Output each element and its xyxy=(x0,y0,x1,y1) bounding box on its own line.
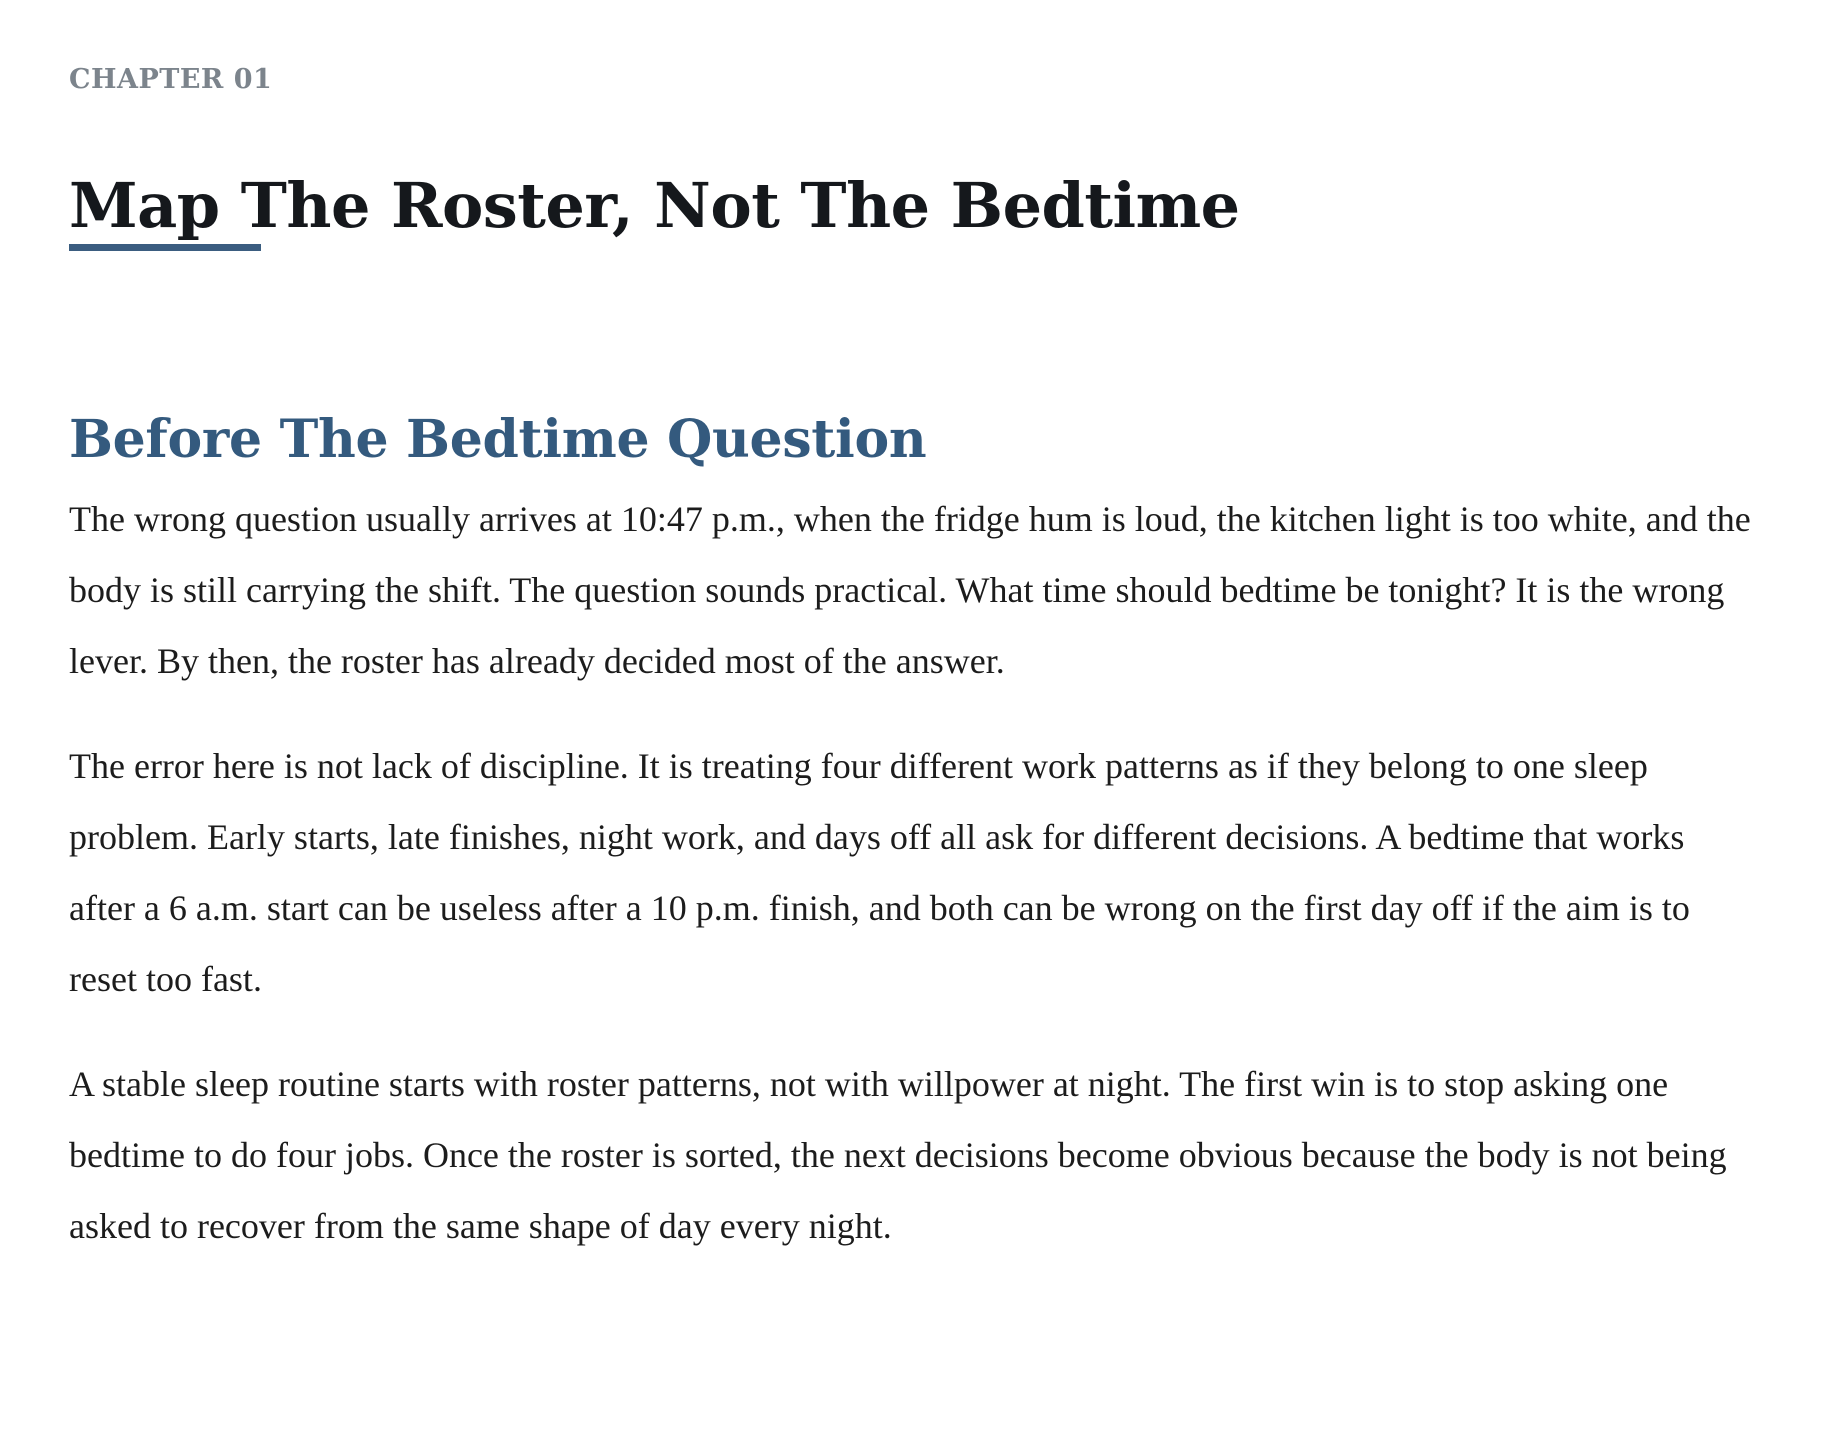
document-page xyxy=(69,60,1759,1246)
section-heading: Before The Bedtime Question xyxy=(69,409,927,470)
paragraph: The error here is not lack of discipline. It is treating four different work patterns as if they belong to one sleep problem. Early starts, late finishes, night work, and days off all ask for different decisions. A bedtime that works after a 6 a.m. start can be useless after a 10 p.m. finish, and both can be wrong on the first day off if the aim is to reset too fast. xyxy=(69,746,1690,999)
title-underline xyxy=(69,244,261,251)
chapter-label: CHAPTER 01 xyxy=(69,64,273,95)
chapter-title: Map The Roster, Not The Bedtime xyxy=(69,169,1240,242)
paragraph: The wrong question usually arrives at 10:47 p.m., when the fridge hum is loud, the kitchen light is too white, and the body is still carrying the shift. The question sounds practical. What time should bedtime be tonight? It is the wrong lever. By then, the roster has already decided most of the answer. xyxy=(69,499,1751,681)
paragraph: A stable sleep routine starts with roster patterns, not with willpower at night. The first win is to stop asking one bedtime to do four jobs. Once the roster is sorted, the next decisions become obvious because the body is not being asked to recover from the same shape of day every night. xyxy=(69,1064,1727,1246)
section-body xyxy=(69,484,1759,1296)
